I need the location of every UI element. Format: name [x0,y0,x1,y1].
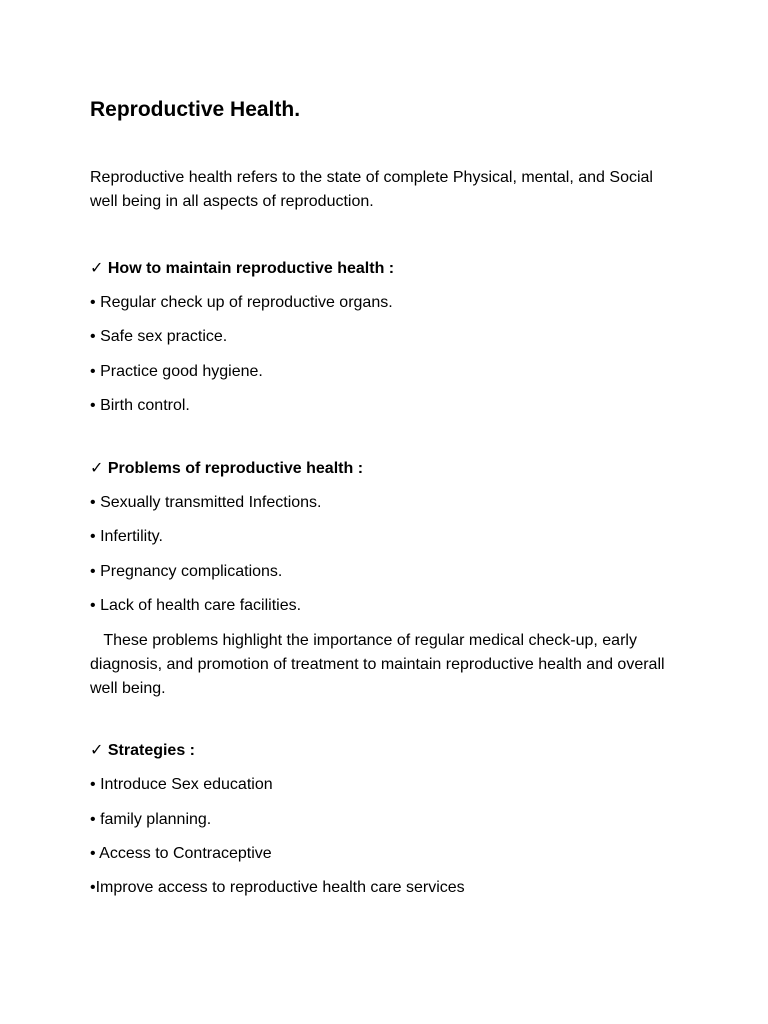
list-item-text: Improve access to reproductive health care services [95,879,465,896]
list-item-text: family planning. [100,811,212,828]
section-heading-text: Strategies : [107,742,195,759]
list-item [90,809,211,831]
check-mark-icon: ✓ [90,742,104,759]
bullet-icon: • [90,811,96,828]
list-item-text: Introduce Sex education [100,776,273,793]
list-item [90,361,263,383]
list-item [90,395,190,417]
list-item-text: Infertility. [100,528,163,545]
list-item-text: Sexually transmitted Infections. [100,494,322,511]
check-mark-icon: ✓ [90,260,104,277]
bullet-icon: • [90,845,96,862]
bullet-icon: • [90,776,96,793]
list-item-text: Regular check up of reproductive organs. [100,294,393,311]
list-item [90,526,163,548]
list-item [90,561,282,583]
bullet-icon: • [90,397,96,414]
list-item-text: Access to Contraceptive [99,845,272,862]
list-item-text: Birth control. [100,397,190,414]
section-heading-strategies [90,740,195,762]
intro-paragraph: Reproductive health refers to the state of complete Physical, mental, and Social well being in all aspects of reproduction. [90,169,653,210]
problems-note-paragraph: These problems highlight the importance of regular medical check-up, early diagnosis, and promotion of treatment to maintain reproductive health and overall well being. [90,632,670,697]
bullet-icon: • [90,597,96,614]
section-heading-maintain [90,258,394,280]
list-item-text: Safe sex practice. [100,328,228,345]
list-item [90,595,301,617]
section-heading-problems [90,458,363,480]
section-heading-text: How to maintain reproductive health : [107,260,395,277]
section-heading-text: Problems of reproductive health : [107,460,364,477]
bullet-icon: • [90,363,96,380]
list-item [90,877,465,899]
bullet-icon: • [90,494,96,511]
bullet-icon: • [90,294,96,311]
page-title: Reproductive Health. [90,98,301,121]
bullet-icon: • [90,879,96,896]
list-item-text: Practice good hygiene. [100,363,263,380]
bullet-icon: • [90,528,96,545]
list-item-text: Lack of health care facilities. [100,597,302,614]
list-item [90,774,273,796]
list-item [90,292,393,314]
list-item [90,326,227,348]
list-item [90,492,322,514]
list-item-text: Pregnancy complications. [100,563,283,580]
bullet-icon: • [90,563,96,580]
bullet-icon: • [90,328,96,345]
list-item [90,843,272,865]
check-mark-icon: ✓ [90,460,104,477]
